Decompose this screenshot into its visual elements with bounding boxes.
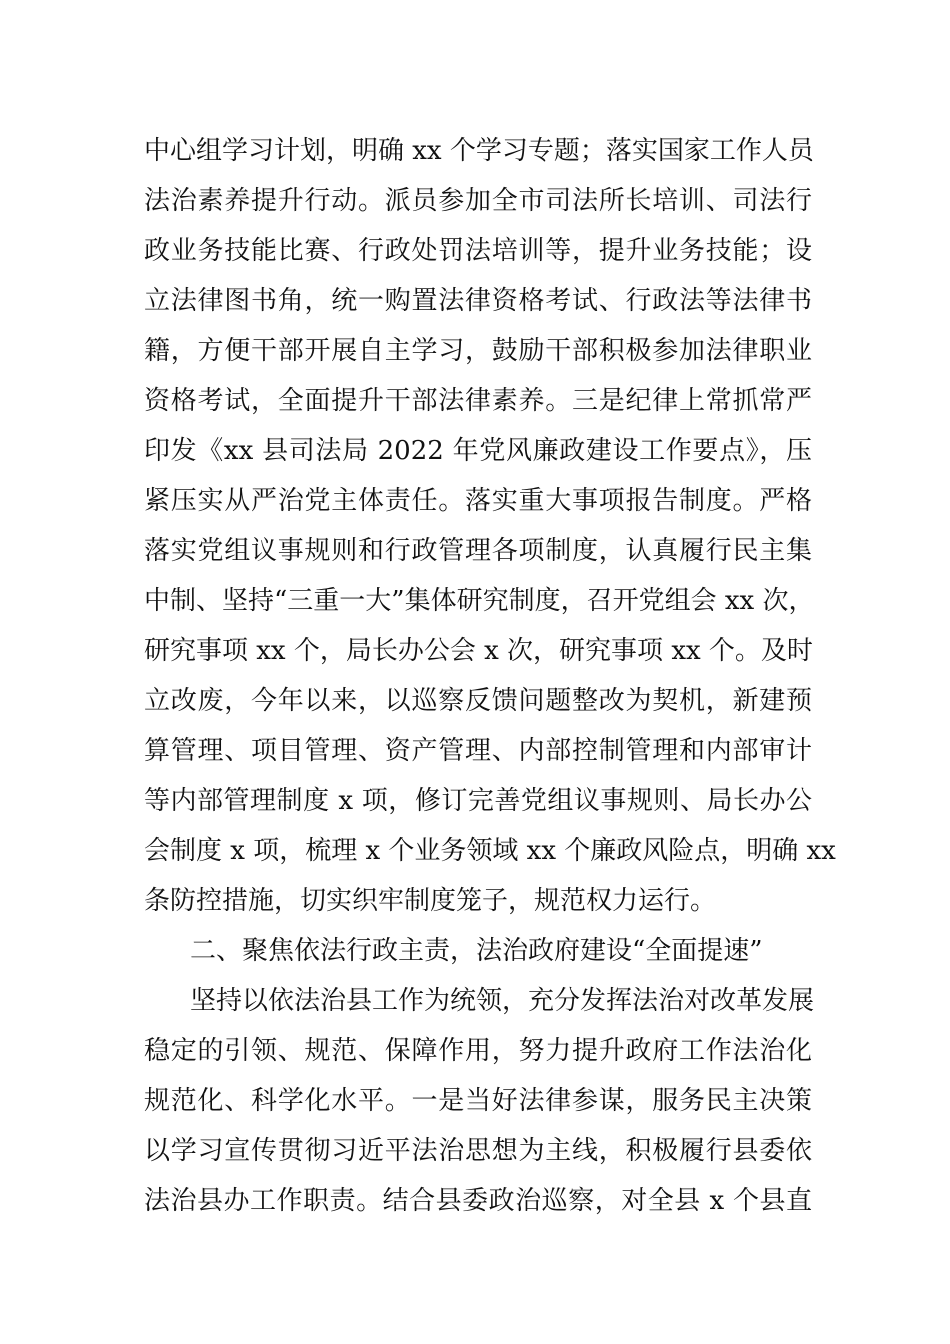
text-line: 法治素养提升行动。派员参加全市司法所长培训、司法行 — [144, 186, 812, 216]
text-line: 中心组学习计划，明确 xx 个学习专题；落实国家工作人员 — [144, 136, 814, 166]
text-line: 稳定的引领、规范、保障作用，努力提升政府工作法治化 — [144, 1036, 812, 1066]
text-line: 中制、坚持“三重一大”集体研究制度，召开党组会 xx 次， — [144, 586, 815, 616]
text-line: 紧压实从严治党主体责任。落实重大事项报告制度。严格 — [144, 486, 812, 516]
section-heading: 二、聚焦依法行政主责，法治政府建设“全面提速” — [190, 936, 763, 966]
text-line: 籍，方便干部开展自主学习，鼓励干部积极参加法律职业 — [144, 336, 812, 366]
text-line: 印发《xx 县司法局 2022 年党风廉政建设工作要点》，压 — [144, 436, 812, 466]
text-line: 立改废，今年以来，以巡察反馈问题整改为契机，新建预 — [144, 686, 812, 716]
text-line: 坚持以依法治县工作为统领，充分发挥法治对改革发展 — [190, 986, 815, 1016]
text-line: 等内部管理制度 x 项，修订完善党组议事规则、局长办公 — [144, 786, 812, 816]
text-line: 条防控措施，切实织牢制度笼子，规范权力运行。 — [144, 886, 717, 916]
text-line: 落实党组议事规则和行政管理各项制度，认真履行民主集 — [144, 536, 812, 566]
text-line: 规范化、科学化水平。一是当好法律参谋，服务民主决策 — [144, 1086, 812, 1116]
text-line: 算管理、项目管理、资产管理、内部控制管理和内部审计 — [144, 736, 812, 766]
text-line: 法治县办工作职责。结合县委政治巡察，对全县 x 个县直 — [144, 1186, 812, 1216]
text-line: 研究事项 xx 个，局长办公会 x 次，研究事项 xx 个。及时 — [144, 636, 813, 666]
document-body — [144, 126, 836, 1226]
text-line: 会制度 x 项，梳理 x 个业务领域 xx 个廉政风险点，明确 xx — [144, 836, 836, 866]
text-line: 以学习宣传贯彻习近平法治思想为主线，积极履行县委依 — [144, 1136, 812, 1166]
text-line: 立法律图书角，统一购置法律资格考试、行政法等法律书 — [144, 286, 812, 316]
text-line: 政业务技能比赛、行政处罚法培训等，提升业务技能；设 — [144, 236, 812, 266]
text-line: 资格考试，全面提升干部法律素养。三是纪律上常抓常严 — [144, 386, 812, 416]
